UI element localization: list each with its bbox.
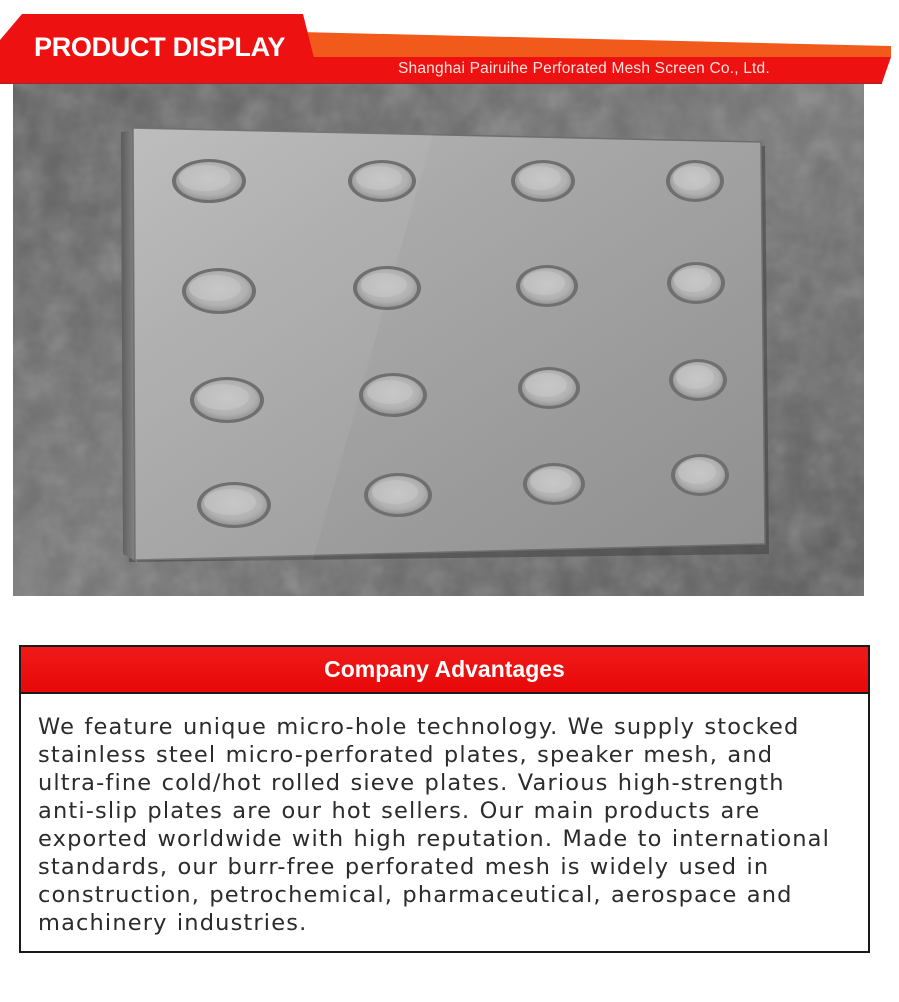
advantages-line: ultra-fine cold/hot rolled sieve plates. Various high-strength bbox=[38, 770, 785, 796]
banner-title: PRODUCT DISPLAY bbox=[34, 32, 286, 62]
advantages-title: Company Advantages bbox=[324, 656, 565, 682]
advantages-line: anti-slip plates are our hot sellers. Our main products are bbox=[38, 798, 761, 824]
advantages-line: stainless steel micro-perforated plates, speaker mesh, and bbox=[38, 742, 774, 768]
company-advantages-panel bbox=[19, 645, 870, 953]
advantages-line: machinery industries. bbox=[38, 910, 308, 936]
advantages-line: We feature unique micro-hole technology. We supply stocked bbox=[38, 714, 800, 740]
advantages-line: exported worldwide with high reputation. Made to international bbox=[38, 826, 831, 852]
company-name: Shanghai Pairuihe Perforated Mesh Screen Co., Ltd. bbox=[398, 60, 770, 77]
advantages-line: construction, petrochemical, pharmaceutical, aerospace and bbox=[38, 882, 793, 908]
advantages-line: standards, our burr-free perforated mesh is widely used in bbox=[38, 854, 770, 880]
header-banner bbox=[0, 0, 899, 90]
advantages-text bbox=[38, 713, 858, 937]
advantages-header bbox=[21, 647, 868, 694]
product-photo bbox=[13, 84, 864, 596]
